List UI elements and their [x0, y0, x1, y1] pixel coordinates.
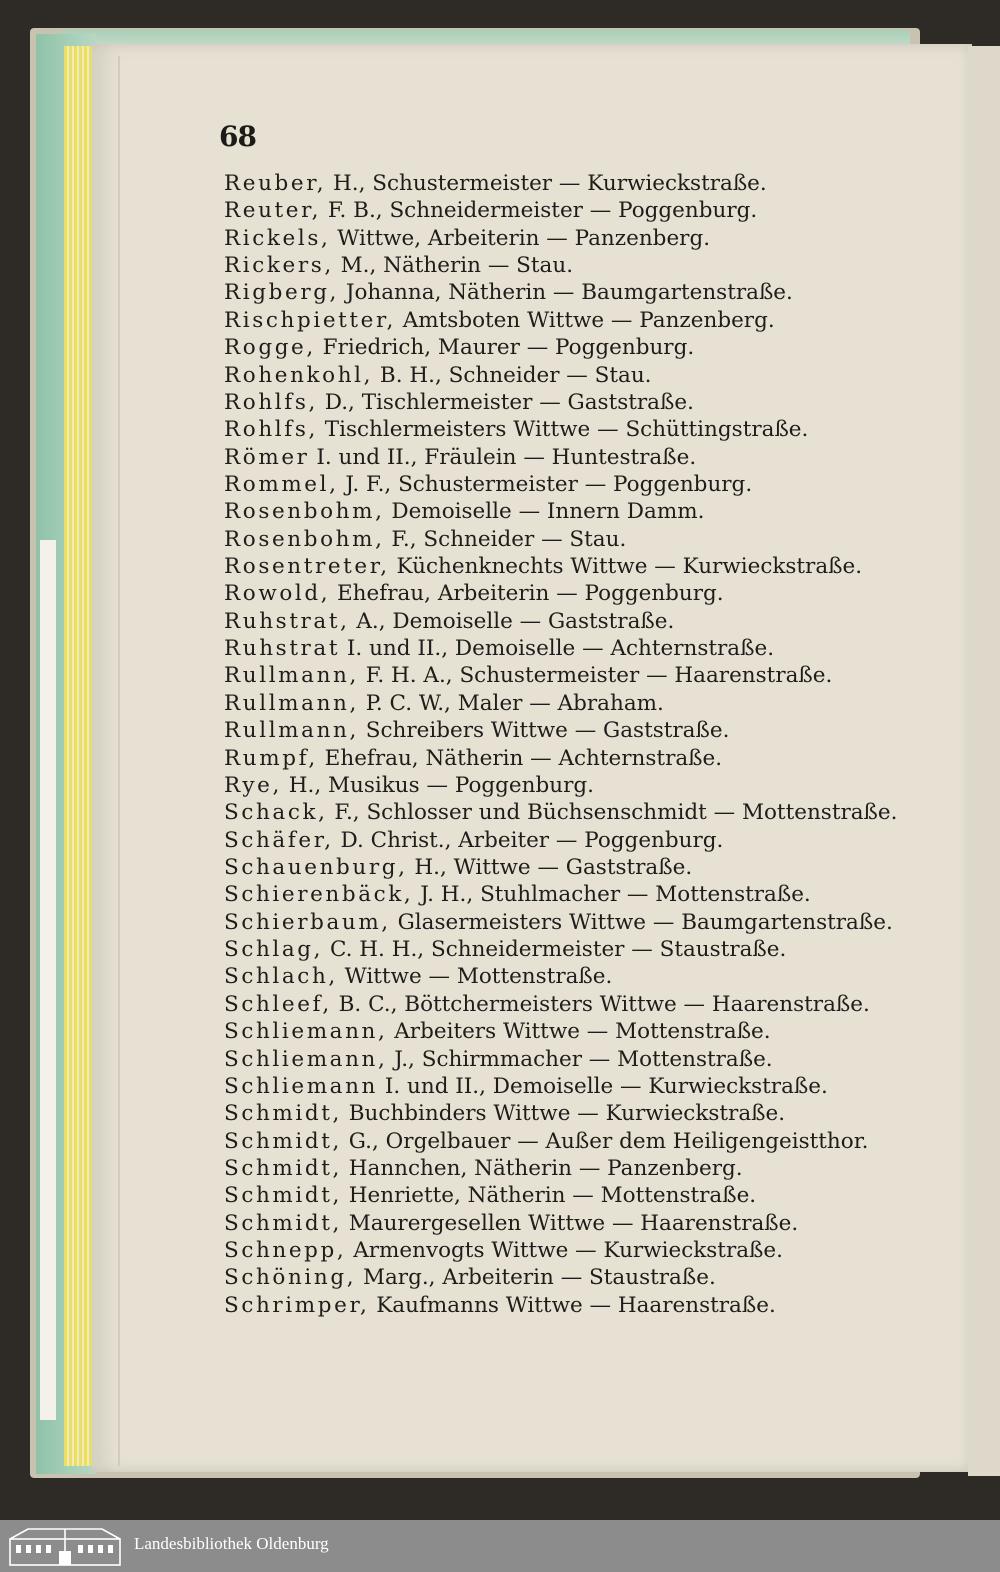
entry-detail: H., Schustermeister — Kurwieckstraße. [326, 171, 767, 196]
page-fold-line [118, 56, 120, 1466]
entry-detail: Friedrich, Maurer — Poggenburg. [315, 335, 695, 361]
entry-name: Schäfer, [224, 827, 334, 853]
entry-detail: P. C. W., Maler — Abraham. [358, 690, 664, 716]
entry-name: Schmidt, [224, 1101, 342, 1127]
entry-detail: H., Musikus — Poggenburg. [281, 772, 594, 798]
entry-name: Rosenbohm, [224, 499, 385, 525]
list-item [224, 1210, 924, 1237]
entry-name: Rosentreter, [224, 554, 390, 580]
entry-name: Schack, [224, 800, 328, 826]
list-item [224, 526, 924, 553]
entry-name: Schierenbäck, [224, 882, 414, 908]
entry-name: Rullmann, [224, 690, 359, 716]
list-item [224, 963, 924, 990]
entry-name: Rickers, [224, 253, 334, 279]
list-item [224, 471, 924, 498]
list-item [224, 279, 924, 306]
entry-name: Rommel, [224, 471, 339, 497]
entry-detail: Armenvogts Wittwe — Kurwieckstraße. [346, 1238, 783, 1264]
entry-name: Rullmann, [224, 663, 359, 689]
entry-detail: Johanna, Nätherin — Baumgartenstraße. [339, 280, 793, 306]
entry-name: Rumpf, [224, 745, 318, 771]
entry-name: Schauenburg, [224, 854, 408, 880]
entry-name: Schrimper, [224, 1292, 370, 1318]
entry-detail: C. H. H., Schneidermeister — Staustraße. [323, 937, 787, 963]
entry-detail: Marg., Arbeiterin — Staustraße. [356, 1265, 716, 1291]
list-item [224, 252, 924, 279]
entry-detail: J. F., Schustermeister — Poggenburg. [338, 471, 753, 497]
entry-name: Rowold, [224, 581, 331, 607]
entry-detail: F. B., Schneidermeister — Poggenburg. [321, 198, 758, 224]
entry-detail: B. H., Schneider — Stau. [373, 362, 652, 388]
entry-name: Reuter, [224, 198, 322, 224]
list-item [224, 799, 924, 826]
entry-name: Rye, [224, 772, 282, 798]
list-item [224, 662, 924, 689]
list-item [224, 1264, 924, 1291]
entry-detail: Küchenknechts Wittwe — Kurwieckstraße. [389, 554, 863, 580]
entry-detail: M., Nätherin — Stau. [333, 253, 574, 279]
list-item [224, 444, 924, 471]
entry-name: Schierbaum, [224, 909, 391, 935]
entry-detail: B. C., Böttchermeisters Wittwe — Haarenstraße. [331, 991, 870, 1017]
list-item [224, 307, 924, 334]
list-item [224, 1100, 924, 1127]
list-item [224, 1073, 924, 1100]
entry-detail: Buchbinders Wittwe — Kurwieckstraße. [341, 1101, 786, 1127]
list-item [224, 1292, 924, 1319]
page-block-edges [64, 46, 94, 1466]
list-item [224, 225, 924, 252]
entry-name: Rullmann, [224, 718, 359, 744]
entry-name: Rischpietter, [224, 307, 396, 333]
entry-detail: Schreibers Wittwe — Gaststraße. [358, 718, 730, 744]
entry-detail: Hannchen, Nätherin — Panzenberg. [341, 1155, 743, 1181]
list-item [224, 635, 924, 662]
entry-detail: J., Schirmmacher — Mottenstraße. [387, 1046, 773, 1072]
entry-name: Schliemann [224, 1073, 378, 1099]
list-item [224, 1128, 924, 1155]
list-item [224, 717, 924, 744]
entry-detail: Arbeiters Wittwe — Mottenstraße. [387, 1019, 771, 1045]
entry-name: Schlach, [224, 964, 338, 990]
list-item [224, 498, 924, 525]
directory-entries [224, 170, 924, 1319]
entry-detail: Ehefrau, Nätherin — Achternstraße. [317, 745, 723, 771]
footer-bar [0, 1520, 1000, 1572]
entry-detail: H., Wittwe — Gaststraße. [407, 854, 693, 880]
list-item [224, 1018, 924, 1045]
entry-detail: F., Schneider — Stau. [384, 526, 627, 552]
list-item [224, 690, 924, 717]
entry-name: Rohenkohl, [224, 362, 374, 388]
facing-page-edge [968, 46, 1000, 1476]
list-item [224, 1182, 924, 1209]
list-item [224, 854, 924, 881]
list-item [224, 909, 924, 936]
page-number: 68 [219, 120, 256, 153]
entry-detail: Demoiselle — Innern Damm. [384, 499, 705, 525]
entry-detail: Glasermeisters Wittwe — Baumgartenstraße. [390, 909, 893, 935]
entry-name: Schöning, [224, 1265, 357, 1291]
entry-detail: Kaufmanns Wittwe — Haarenstraße. [369, 1292, 776, 1318]
entry-name: Schmidt, [224, 1128, 342, 1154]
entry-detail: I. und II., Demoiselle — Achternstraße. [340, 636, 775, 662]
entry-name: Rohlfs, [224, 389, 318, 415]
entry-name: Ruhstrat, [224, 608, 350, 634]
list-item [224, 1046, 924, 1073]
entry-detail: I. und II., Demoiselle — Kurwieckstraße. [378, 1073, 828, 1099]
list-item [224, 936, 924, 963]
entry-detail: Tischlermeisters Wittwe — Schüttingstraße. [317, 417, 809, 443]
entry-name: Schlag, [224, 937, 324, 963]
entry-detail: F. H. A., Schustermeister — Haarenstraße. [358, 663, 833, 689]
list-item [224, 416, 924, 443]
entry-detail: Amtsboten Wittwe — Panzenberg. [395, 307, 775, 333]
list-item [224, 991, 924, 1018]
list-item [224, 745, 924, 772]
entry-detail: Wittwe, Arbeiterin — Panzenberg. [330, 225, 711, 251]
entry-detail: D., Tischlermeister — Gaststraße. [317, 389, 694, 415]
entry-name: Rosenbohm, [224, 526, 385, 552]
entry-name: Rohlfs, [224, 417, 318, 443]
entry-name: Rickels, [224, 225, 331, 251]
entry-detail: A., Demoiselle — Gaststraße. [349, 608, 675, 634]
entry-detail: F., Schlosser und Büchsenschmidt — Mottenstraße. [327, 800, 898, 826]
entry-name: Schliemann, [224, 1019, 388, 1045]
list-item [224, 170, 924, 197]
entry-detail: Ehefrau, Arbeiterin — Poggenburg. [330, 581, 724, 607]
list-item [224, 334, 924, 361]
entry-detail: G., Orgelbauer — Außer dem Heiligengeistthor. [341, 1128, 869, 1154]
list-item [224, 608, 924, 635]
entry-name: Schmidt, [224, 1183, 342, 1209]
library-name: Landesbibliothek Oldenburg [134, 1534, 329, 1553]
list-item [224, 772, 924, 799]
entry-detail: Maurergesellen Wittwe — Haarenstraße. [341, 1210, 799, 1236]
list-item [224, 553, 924, 580]
list-item [224, 881, 924, 908]
list-item [224, 197, 924, 224]
entry-detail: I. und II., Fräulein — Huntestraße. [309, 444, 697, 470]
page-edge-strip [40, 540, 56, 1420]
entry-name: Ruhstrat [224, 636, 341, 662]
list-item [224, 1237, 924, 1264]
entry-name: Reuber, [224, 171, 327, 196]
entry-name: Rogge, [224, 335, 316, 361]
entry-name: Römer [224, 444, 310, 470]
list-item [224, 827, 924, 854]
list-item [224, 1155, 924, 1182]
entry-name: Rigberg, [224, 280, 339, 306]
entry-name: Schnepp, [224, 1238, 347, 1264]
entry-detail: Henriette, Nätherin — Mottenstraße. [341, 1183, 757, 1209]
entry-name: Schleef, [224, 991, 332, 1017]
entry-name: Schmidt, [224, 1155, 342, 1181]
entry-detail: Wittwe — Mottenstraße. [337, 964, 613, 990]
list-item [224, 580, 924, 607]
entry-detail: J. H., Stuhlmacher — Mottenstraße. [413, 882, 811, 908]
entry-detail: D. Christ., Arbeiter — Poggenburg. [333, 827, 724, 853]
list-item [224, 362, 924, 389]
library-building-icon [8, 1525, 122, 1567]
list-item [224, 389, 924, 416]
entry-name: Schliemann, [224, 1046, 388, 1072]
entry-name: Schmidt, [224, 1210, 342, 1236]
